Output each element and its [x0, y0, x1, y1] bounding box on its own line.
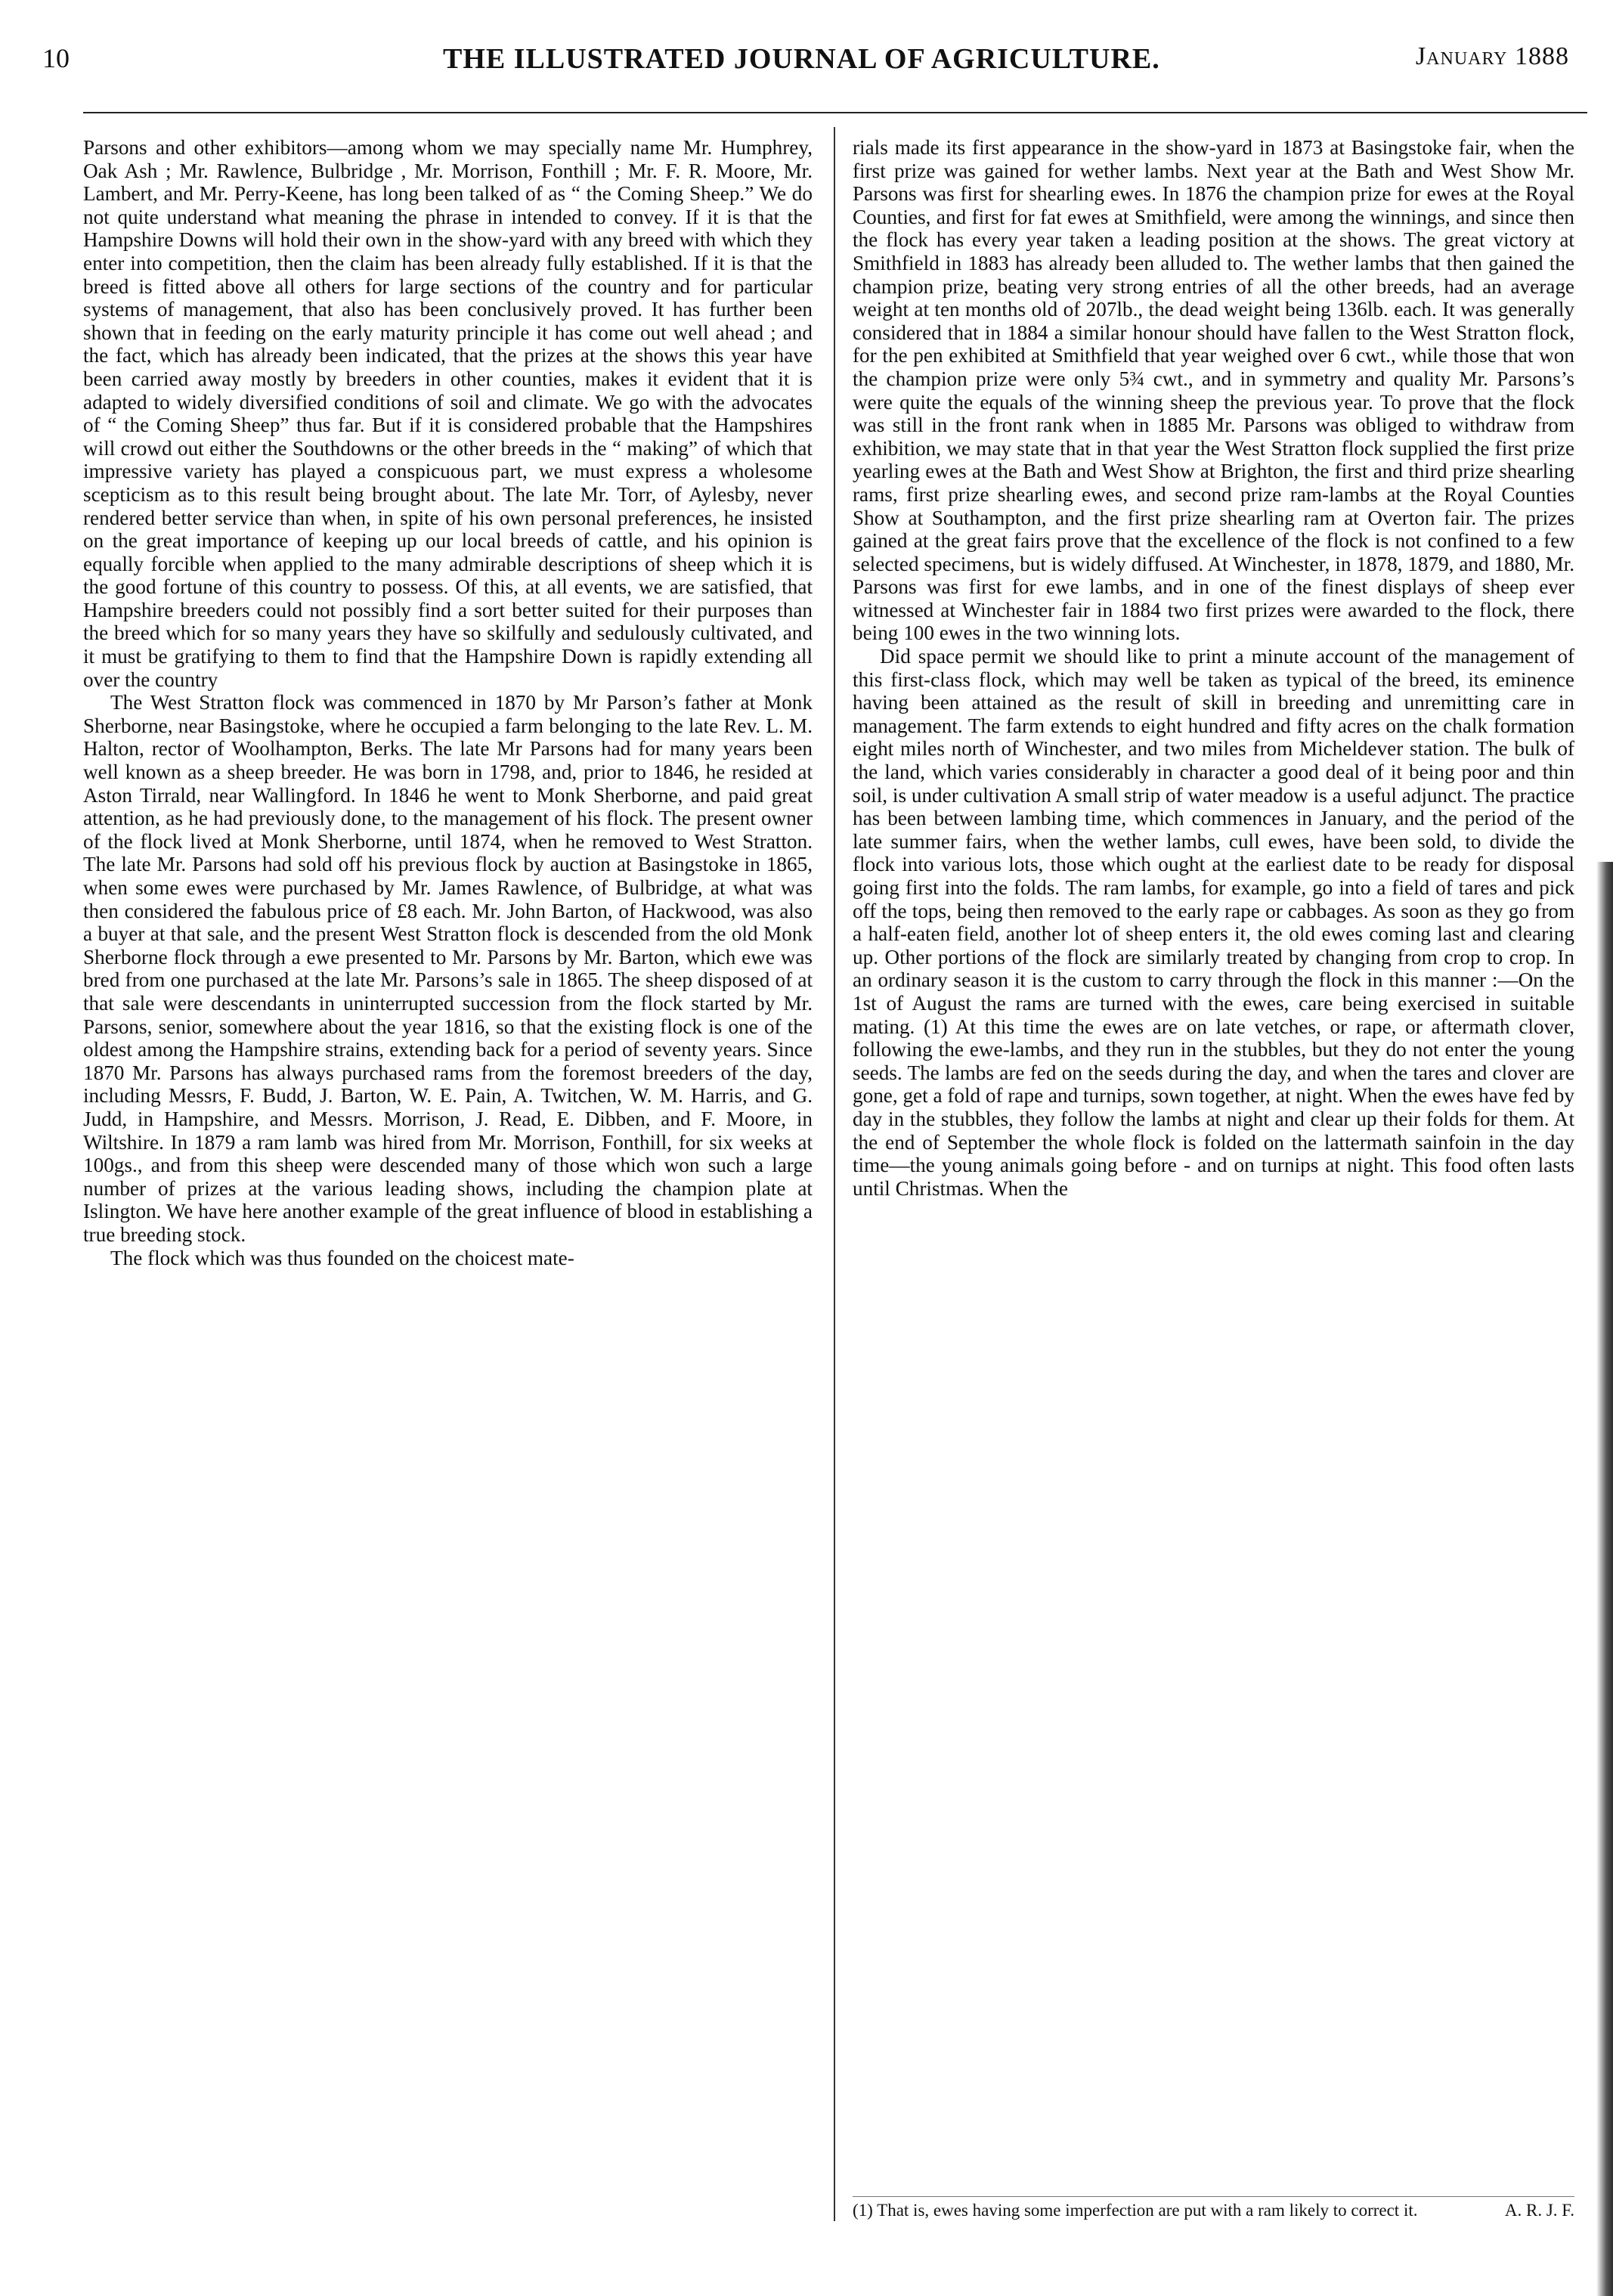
page-header: [42, 36, 1569, 82]
page-number: 10: [42, 43, 70, 73]
issue-date: January 1888: [1415, 42, 1569, 70]
footnote-divider: [853, 2196, 1574, 2197]
paragraph: Parsons and other exhibitors—among whom we may specially name Mr. Humphrey, Oak Ash ; Mr. Rawlence, Bulbridge , Mr. Morrison, Fonthill ; Mr. F. R. Moore, Mr. Lambert, and Mr. Perry-Keene, has long been talked of as “ the Coming Sheep.” We do not quite understand what meaning the phrase in intended to convey. If it is that the Hampshire Downs will hold their own in the show-yard with any breed with which they enter into competition, then the claim has been already fully established. If it is that the breed is fitted above all others for large sections of the country and for particular systems of management, that also has been conclusively proved. It has further been shown that in feeding on the early maturity principle it has come out well ahead ; and the fact, which has already been indicated, that the prizes at the shows this year have been carried away mostly by breeders in other counties, makes it evident that it is adapted to widely diversified conditions of soil and climate. We go with the advocates of “ the Coming Sheep” thus far. But if it is considered probable that the Hampshires will crowd out either the Southdowns or the other breeds in the “ making” of which that impressive variety has played a conspicuous part, we must express a wholesome scepticism as to this result being brought about. The late Mr. Torr, of Aylesby, never rendered better service than when, in spite of his own personal preferences, he insisted on the great importance of keeping up our local breeds of cattle, and his opinion is equally forcible when applied to the many admirable descriptions of sheep which it is the good fortune of this country to possess. Of this, at all events, we are satisfied, that Hampshire breeders could not possibly find a sort better suited for their purposes than the breed which for so many years they have so skilfully and sedulously cultivated, and it must be gratifying to them to find that the Hampshire Down is rapidly extending all over the country: [83, 136, 813, 691]
footnote: [853, 2200, 1574, 2221]
left-column: [83, 136, 813, 1269]
page-edge-shadow: [1596, 862, 1613, 2296]
paragraph: The West Stratton flock was commenced in 1870 by Mr Parson’s father at Monk Sherborne, near Basingstoke, where he occupied a farm belonging to the late Rev. L. M. Halton, rector of Woolhampton, Berks. The late Mr Parsons had for many years been well known as a sheep breeder. He was born in 1798, and, prior to 1846, he resided at Aston Tirrald, near Wallingford. In 1846 he went to Monk Sherborne, and paid great attention, as he had previously done, to the management of his flock. The present owner of the flock lived at Monk Sherborne, until 1874, when he removed to West Stratton. The late Mr. Parsons had sold off his previous flock by auction at Basingstoke in 1865, when some ewes were purchased by Mr. James Rawlence, of Bulbridge, at what was then considered the fabulous price of £8 each. Mr. John Barton, of Hackwood, was also a buyer at that sale, and the present West Stratton flock is descended from the old Monk Sherborne flock through a ewe presented to Mr. Parsons by Mr. Barton, which ewe was bred from one purchased at the late Mr. Parsons’s sale in 1865. The sheep disposed of at that sale were descendants in uninterrupted succession from the flock started by Mr. Parsons, senior, somewhere about the year 1816, so that the existing flock is one of the oldest among the Hampshire strains, extending back for a period of seventy years. Since 1870 Mr. Parsons has always purchased rams from the foremost breeders of the day, including Messrs, F. Budd, J. Barton, W. E. Pain, A. Twitchen, W. M. Harris, and G. Judd, in Hampshire, and Messrs. Morrison, J. Read, E. Dibben, and F. Moore, in Wiltshire. In 1879 a ram lamb was hired from Mr. Morrison, Fonthill, for six weeks at 100gs., and from this sheep were descended many of those which won such a large number of prizes at the various leading shows, including the champion plate at Islington. We have here another example of the great influence of blood in establishing a true breeding stock.: [83, 691, 813, 1246]
header-divider: [83, 112, 1587, 113]
paragraph: rials made its first appearance in the show-yard in 1873 at Basingstoke fair, when the first prize was gained for wether lambs. Next year at the Bath and West Show Mr. Parsons was first for shearling ewes. In 1876 the champion prize for ewes at the Royal Counties, and first for fat ewes at Smithfield, were among the winnings, and since then the flock has every year taken a leading position at the shows. The great victory at Smithfield in 1883 has already been alluded to. The wether lambs that then gained the champion prize, beating very strong entries of all the other breeds, had an average weight at ten months old of 207lb., the dead weight being 136lb. each. It was generally considered that in 1884 a similar honour should have fallen to the West Stratton flock, for the pen exhibited at Smithfield that year weighed over 6 cwt., while those that won the champion prize were only 5¾ cwt., and in symmetry and quality Mr. Parsons’s were quite the equals of the winning sheep the previous year. To prove that the flock was still in the front rank when in 1885 Mr. Parsons was obliged to withdraw from exhibition, we may state that in that year the West Stratton flock supplied the first prize yearling ewes at the Bath and West Show at Brighton, the first and third prize shearling rams, first prize shearling ewes, and second prize ram-lambs at the Royal Counties Show at Southampton, and the first prize shearling ram at Overton fair. The prizes gained at the great fairs prove that the excellence of the flock is not confined to a few selected specimens, but is widely diffused. At Winchester, in 1878, 1879, and 1880, Mr. Parsons was first for ewe lambs, and in one of the finest displays of sheep ever witnessed at Winchester fair in 1884 two first prizes were awarded to the flock, there being 100 ewes in the two winning lots.: [853, 136, 1574, 645]
right-column: [853, 136, 1574, 1200]
paragraph: The flock which was thus founded on the choicest mate-: [110, 1246, 574, 1269]
footnote-signature: A. R. J. F.: [1504, 2201, 1574, 2220]
footnote-text: (1) That is, ewes having some imperfection are put with a ram likely to correct it.: [853, 2201, 1418, 2220]
paragraph: Did space permit we should like to print a minute account of the management of this first-class flock, which may well be taken as typical of the breed, its eminence having been attained as the result of skill in breeding and unremitting care in management. The farm extends to eight hundred and fifty acres on the chalk formation eight miles north of Winchester, and two miles from Micheldever station. The bulk of the land, which varies considerably in character a good deal of it being poor and thin soil, is under cultivation A small strip of water meadow is a useful adjunct. The practice has been between lambing time, which commences in January, and the period of the late summer fairs, when the wether lambs, cull ewes, have been sold, to divide the flock into various lots, those which ought at the earliest date to be ready for disposal going first into the folds. The ram lambs, for example, go into a field of tares and pick off the tops, being then removed to the early rape or cabbages. As soon as they go from a half-eaten field, another lot of sheep enters it, the old ewes coming last and clearing up. Other portions of the flock are similarly treated by changing from crop to crop. In an ordinary season it is the custom to carry through the flock in this manner :—On the 1st of August the rams are turned with the ewes, care being exercised in suitable mating. (1) At this time the ewes are on late vetches, or rape, or aftermath clover, following the ewe-lambs, and they run in the stubbles, but they do not enter the young seeds. The lambs are fed on the seeds during the day, and when the tares and clover are gone, get a fold of rape and turnips, sown together, at night. When the ewes have fed by day in the stubbles, they follow the lambs at night and clear up their folds for them. At the end of September the whole flock is folded on the lattermath sainfoin in the day time—the young animals going before - and on turnips at night. This food often lasts until Christmas. When the: [853, 645, 1574, 1200]
column-divider: [834, 127, 835, 2221]
journal-title: THE ILLUSTRATED JOURNAL OF AGRICULTURE.: [443, 43, 1160, 75]
